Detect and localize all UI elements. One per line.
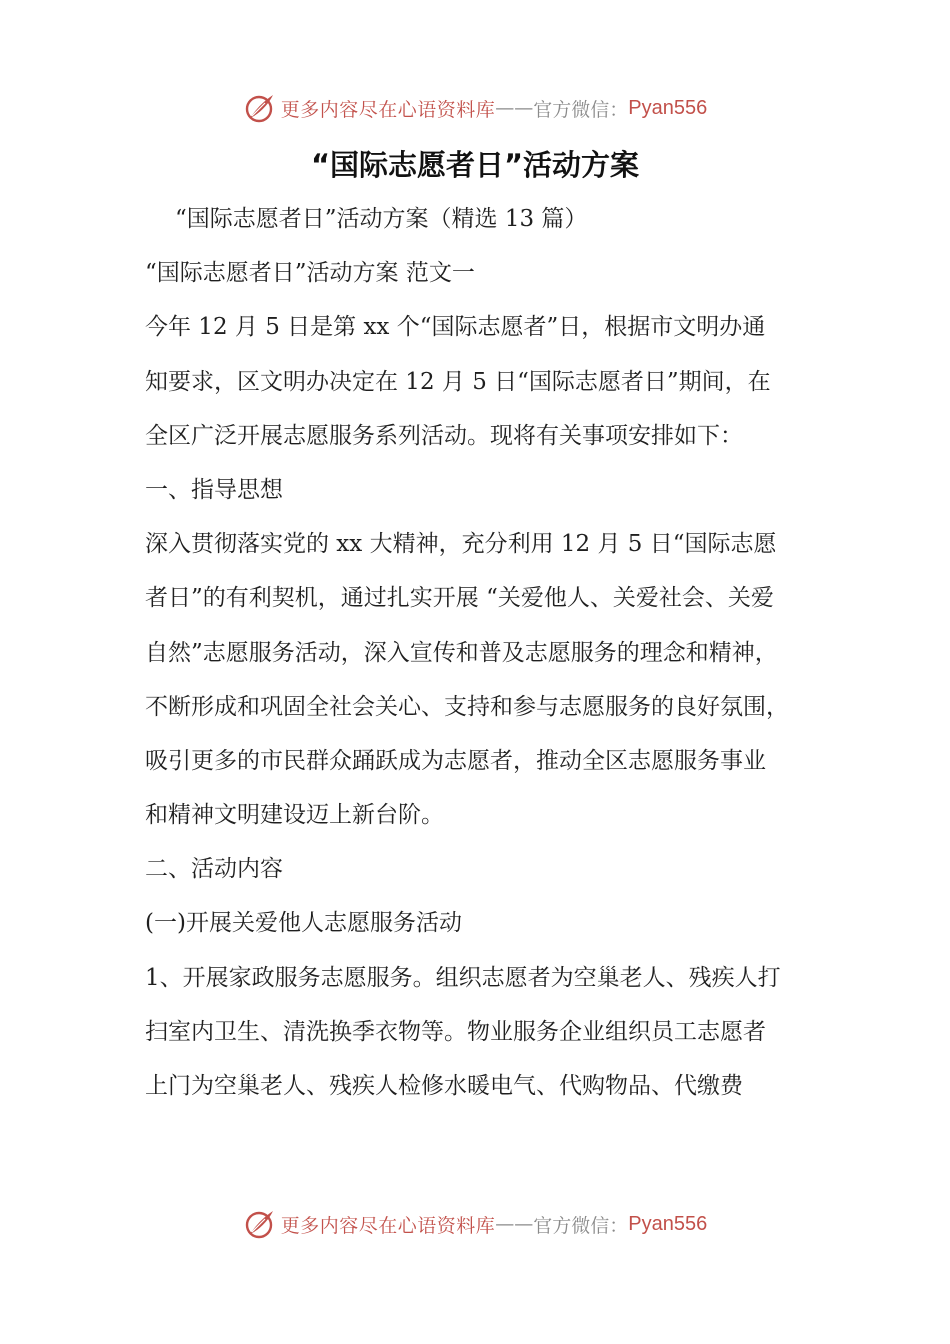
header-banner	[0, 88, 950, 128]
doc-line: 知要求，区文明办决定在 12 月 5 日“国际志愿者日”期间，在	[145, 368, 771, 395]
doc-line: 1、开展家政服务志愿服务。组织志愿者为空巢老人、残疾人打	[145, 964, 781, 991]
doc-line: 自然”志愿服务活动，深入宣传和普及志愿服务的理念和精神，	[145, 639, 778, 666]
doc-line-section-heading: “国际志愿者日”活动方案 范文一	[145, 260, 475, 287]
doc-line-subheading: (一)开展关爱他人志愿服务活动	[145, 910, 462, 937]
doc-line: 和精神文明建设迈上新台阶。	[145, 802, 444, 829]
banner-separator: ——	[495, 1213, 534, 1235]
doc-line: 不断形成和巩固全社会关心、支持和参与志愿服务的良好氛围，	[145, 693, 789, 720]
footer-banner	[0, 1204, 950, 1244]
document-body	[145, 192, 810, 1113]
doc-line: 今年 12 月 5 日是第 xx 个“国际志愿者”日，根据市文明办通	[145, 314, 766, 341]
doc-line: 扫室内卫生、清洗换季衣物等。物业服务企业组织员工志愿者	[145, 1018, 766, 1045]
banner-wechat-label: 官方微信：	[533, 98, 629, 121]
doc-line-subtitle: “国际志愿者日”活动方案（精选 13 篇）	[175, 206, 588, 232]
doc-line: 上门为空巢老人、残疾人检修水暖电气、代购物品、代缴费	[145, 1073, 743, 1099]
quill-logo-icon	[243, 1207, 277, 1241]
document-title: “国际志愿者日”活动方案	[310, 148, 640, 182]
banner-wechat-label: 官方微信：	[533, 1214, 629, 1237]
doc-line: 全区广泛开展志愿服务系列活动。现将有关事项安排如下：	[145, 422, 743, 449]
banner-wechat-id: Pyan556	[628, 96, 708, 119]
banner-separator: ——	[495, 97, 534, 119]
doc-line: 者日”的有利契机，通过扎实开展 “关爱他人、关爱社会、关爱	[145, 585, 774, 612]
banner-brand-text: 更多内容尽在心语资料库	[280, 98, 496, 121]
doc-line: 深入贯彻落实党的 xx 大精神，充分利用 12 月 5 日“国际志愿	[145, 531, 777, 558]
doc-line-heading: 一、指导思想	[145, 476, 283, 503]
banner-brand-text: 更多内容尽在心语资料库	[280, 1214, 496, 1237]
quill-logo-icon	[243, 91, 277, 125]
doc-line-heading: 二、活动内容	[145, 856, 283, 883]
doc-line: 吸引更多的市民群众踊跃成为志愿者，推动全区志愿服务事业	[145, 747, 766, 774]
banner-wechat-id: Pyan556	[628, 1212, 708, 1235]
